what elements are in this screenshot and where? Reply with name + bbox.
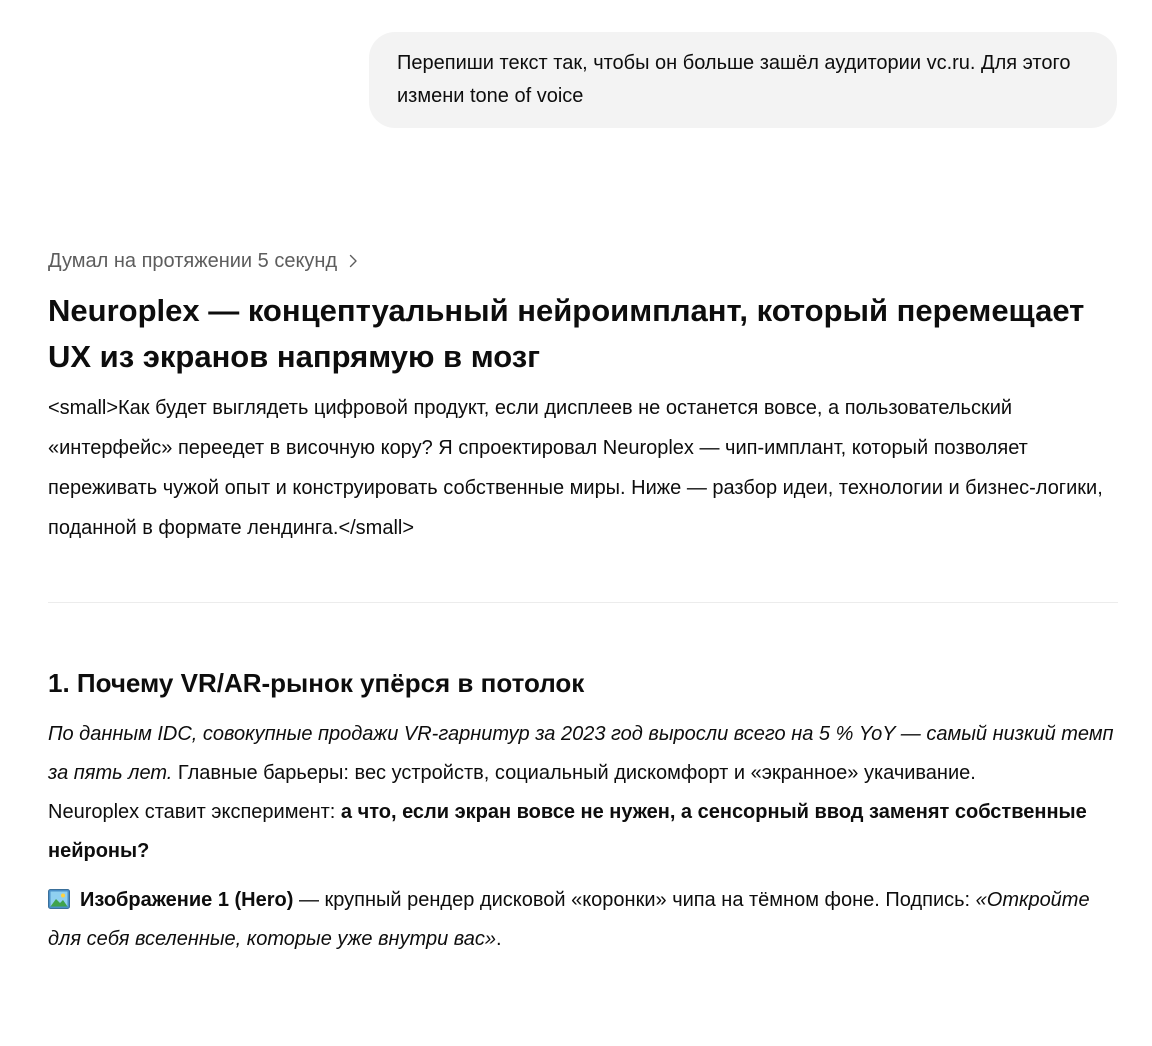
image-caption-end: . <box>496 928 502 950</box>
section-paragraph-1 <box>48 715 1118 871</box>
divider <box>48 602 1118 603</box>
image-description: — крупный рендер дисковой «коронки» чипа на тёмном фоне. Подпись: <box>293 889 976 911</box>
user-message-bubble <box>369 32 1117 128</box>
framed-picture-icon <box>48 889 70 909</box>
experiment-bold: а что, если экран вовсе не нужен, а сенсорный ввод заменят собственные нейроны? <box>48 801 1087 862</box>
answer-title: Neuroplex — концептуальный нейроимплант, который перемещает UX из экранов напрямую в мозг <box>48 293 1085 374</box>
chevron-right-icon <box>345 253 361 269</box>
thinking-toggle[interactable] <box>48 245 361 277</box>
thinking-label: Думал на протяжении 5 секунд <box>48 250 338 272</box>
barriers-text: Главные барьеры: вес устройств, социальный дискомфорт и «экранное» укачивание. <box>172 762 976 784</box>
idc-stat-italic: По данным IDC, совокупные продажи VR-гарнитур за 2023 год выросли всего на 5 % YoY — самый низкий темп за пять лет. <box>48 723 1114 784</box>
image-label-bold: Изображение 1 (Hero) <box>80 889 294 911</box>
answer-lead: <small>Как будет выглядеть цифровой продукт, если дисплеев не останется вовсе, а пользовательский «интерфейс» переедет в височную кору? Я спроектировал Neuroplex — чип-имплант, который позволяет переживать чужой опыт и конструировать собственные миры. Ниже — разбор идеи, технологии и бизнес-логики, поданной в формате лендинга.</small> <box>48 397 1103 539</box>
image-caption-italic: «Откройте для себя вселенные, которые уже внутри вас» <box>48 889 1090 950</box>
section-paragraph-2 <box>48 881 1118 959</box>
assistant-answer <box>48 288 1118 959</box>
section-heading: 1. Почему VR/AR-рынок упёрся в потолок <box>48 668 585 698</box>
user-message-text: Перепиши текст так, чтобы он больше зашёл аудитории vc.ru. Для этого измени tone of voice <box>397 52 1071 107</box>
experiment-lead: Neuroplex ставит эксперимент: <box>48 801 341 823</box>
